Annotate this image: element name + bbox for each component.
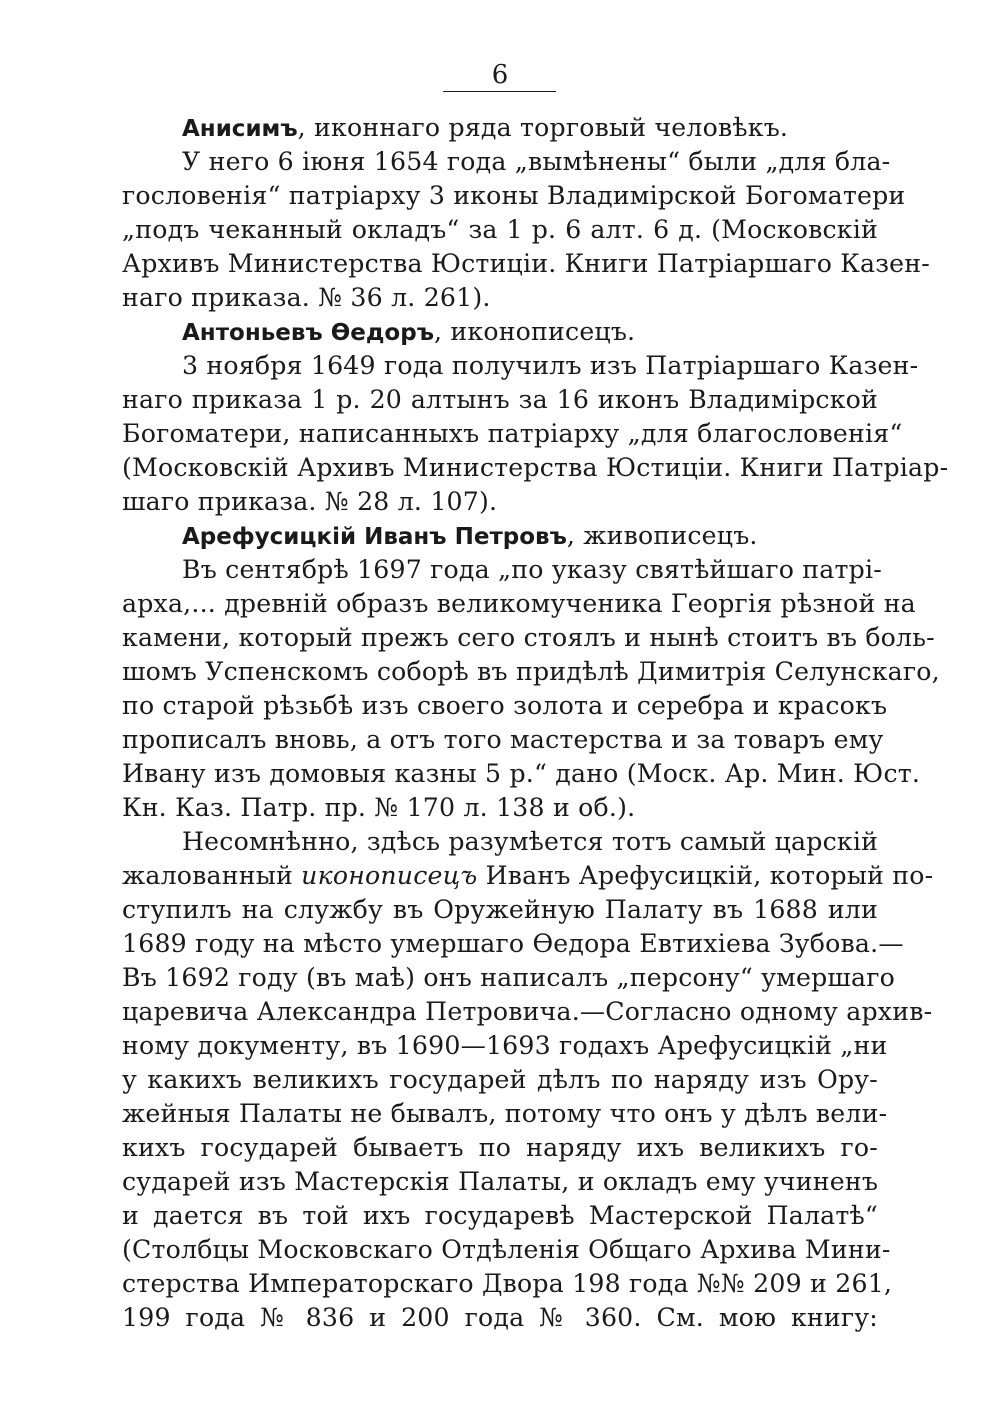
text-line: жейныя Палаты не бывалъ, потому что онъ у дѣлъ вели- <box>122 1099 888 1128</box>
text-line: кихъ государей бываетъ по наряду ихъ великихъ го- <box>122 1133 878 1162</box>
text-line: и дается въ той ихъ государевѣ Мастерской Палатѣ“ <box>122 1201 878 1230</box>
text-line: камени, который прежъ сего стоялъ и нынѣ стоитъ въ боль- <box>122 623 935 652</box>
text-line: наго приказа 1 р. 20 алтынъ за 16 иконъ Владимірской <box>122 385 878 414</box>
text-line: прописалъ вновь, а отъ того мастерства и за товаръ ему <box>122 725 884 754</box>
text-line: Несомнѣнно, здѣсь разумѣется тотъ самый царскій <box>182 827 879 856</box>
body-text <box>122 111 949 1335</box>
entry-heading <box>122 111 878 145</box>
text-line: ступилъ на службу въ Оружейную Палату въ 1688 или <box>122 895 878 924</box>
text-line: сударей изъ Мастерскія Палаты, и окладъ ему учиненъ <box>122 1167 879 1196</box>
text-line: 3 ноября 1649 года получилъ изъ Патріаршаго Казен- <box>182 351 919 380</box>
text-line: 199 года № 836 и 200 года № 360. См. мою книгу: <box>122 1303 878 1332</box>
text-line: гословенія“ патріарху 3 иконы Владимірской Богоматери <box>122 181 906 210</box>
text-line: (Столбцы Московскаго Отдѣленія Общаго Архива Мини- <box>122 1235 891 1264</box>
page-number: 6 <box>491 60 509 90</box>
text-line: у какихъ великихъ государей дѣлъ по наряду изъ Ору- <box>122 1065 878 1094</box>
entry-name: Арефусицкій Иванъ Петровъ <box>182 524 567 550</box>
text-line: Кн. Каз. Патр. пр. № 170 л. 138 и об.). <box>122 793 636 822</box>
text-line: царевича Александра Петровича.—Согласно одному архив- <box>122 997 933 1026</box>
text-line: шомъ Успенскомъ соборѣ въ придѣлѣ Димитрія Селунскаго, <box>122 657 940 686</box>
text-line: Архивъ Министерства Юстиціи. Книги Патріаршаго Казен- <box>122 249 930 278</box>
text-line: наго приказа. № 36 л. 261). <box>122 283 491 312</box>
entry-title: , иконописецъ. <box>433 317 636 346</box>
text-line: Богоматери, написанныхъ патріарху „для благословенія“ <box>122 419 903 448</box>
text-line: ному документу, въ 1690—1693 годахъ Арефусицкій „ни <box>122 1031 888 1060</box>
text-line: У него 6 іюня 1654 года „вымѣнены“ были „для бла- <box>182 147 891 176</box>
text-line: Ивану изъ домовыя казны 5 р.“ дано (Моск. Ар. Мин. Юст. <box>122 759 921 788</box>
entry-heading <box>122 315 878 349</box>
text-line: „подъ чеканный окладъ“ за 1 р. 6 алт. 6 д. (Московскій <box>122 215 878 244</box>
text-line: стерства Императорскаго Двора 198 года №№ 209 и 261, <box>122 1269 893 1298</box>
italic-term: иконописецъ <box>301 861 478 890</box>
text-line: (Московскій Архивъ Министерства Юстиціи. Книги Патріар- <box>122 453 949 482</box>
text-line: по старой рѣзьбѣ изъ своего золота и серебра и красокъ <box>122 691 888 720</box>
text-line <box>122 859 934 893</box>
text-line: арха,... древній образъ великомученика Георгія рѣзной на <box>122 589 916 618</box>
text-line: Въ 1692 году (въ маѣ) онъ написалъ „персону“ умершаго <box>122 963 895 992</box>
page-number-rule <box>443 91 556 92</box>
text-line: 1689 году на мѣсто умершаго Ѳедора Евтихіева Зубова.— <box>122 929 904 958</box>
text-fragment: жалованный <box>122 861 302 890</box>
entry-heading <box>122 519 878 553</box>
entry-name: Анисимъ <box>182 116 298 142</box>
text-fragment: Иванъ Арефусицкій, который по- <box>477 861 934 890</box>
text-line: шаго приказа. № 28 л. 107). <box>122 487 498 516</box>
entry-name: Антоньевъ Ѳедоръ <box>182 320 434 346</box>
text-line: Въ сентябрѣ 1697 года „по указу святѣйшаго патрі- <box>182 555 882 584</box>
entry-title: , живописецъ. <box>566 521 758 550</box>
entry-title: , иконнаго ряда торговый человѣкъ. <box>297 113 789 142</box>
